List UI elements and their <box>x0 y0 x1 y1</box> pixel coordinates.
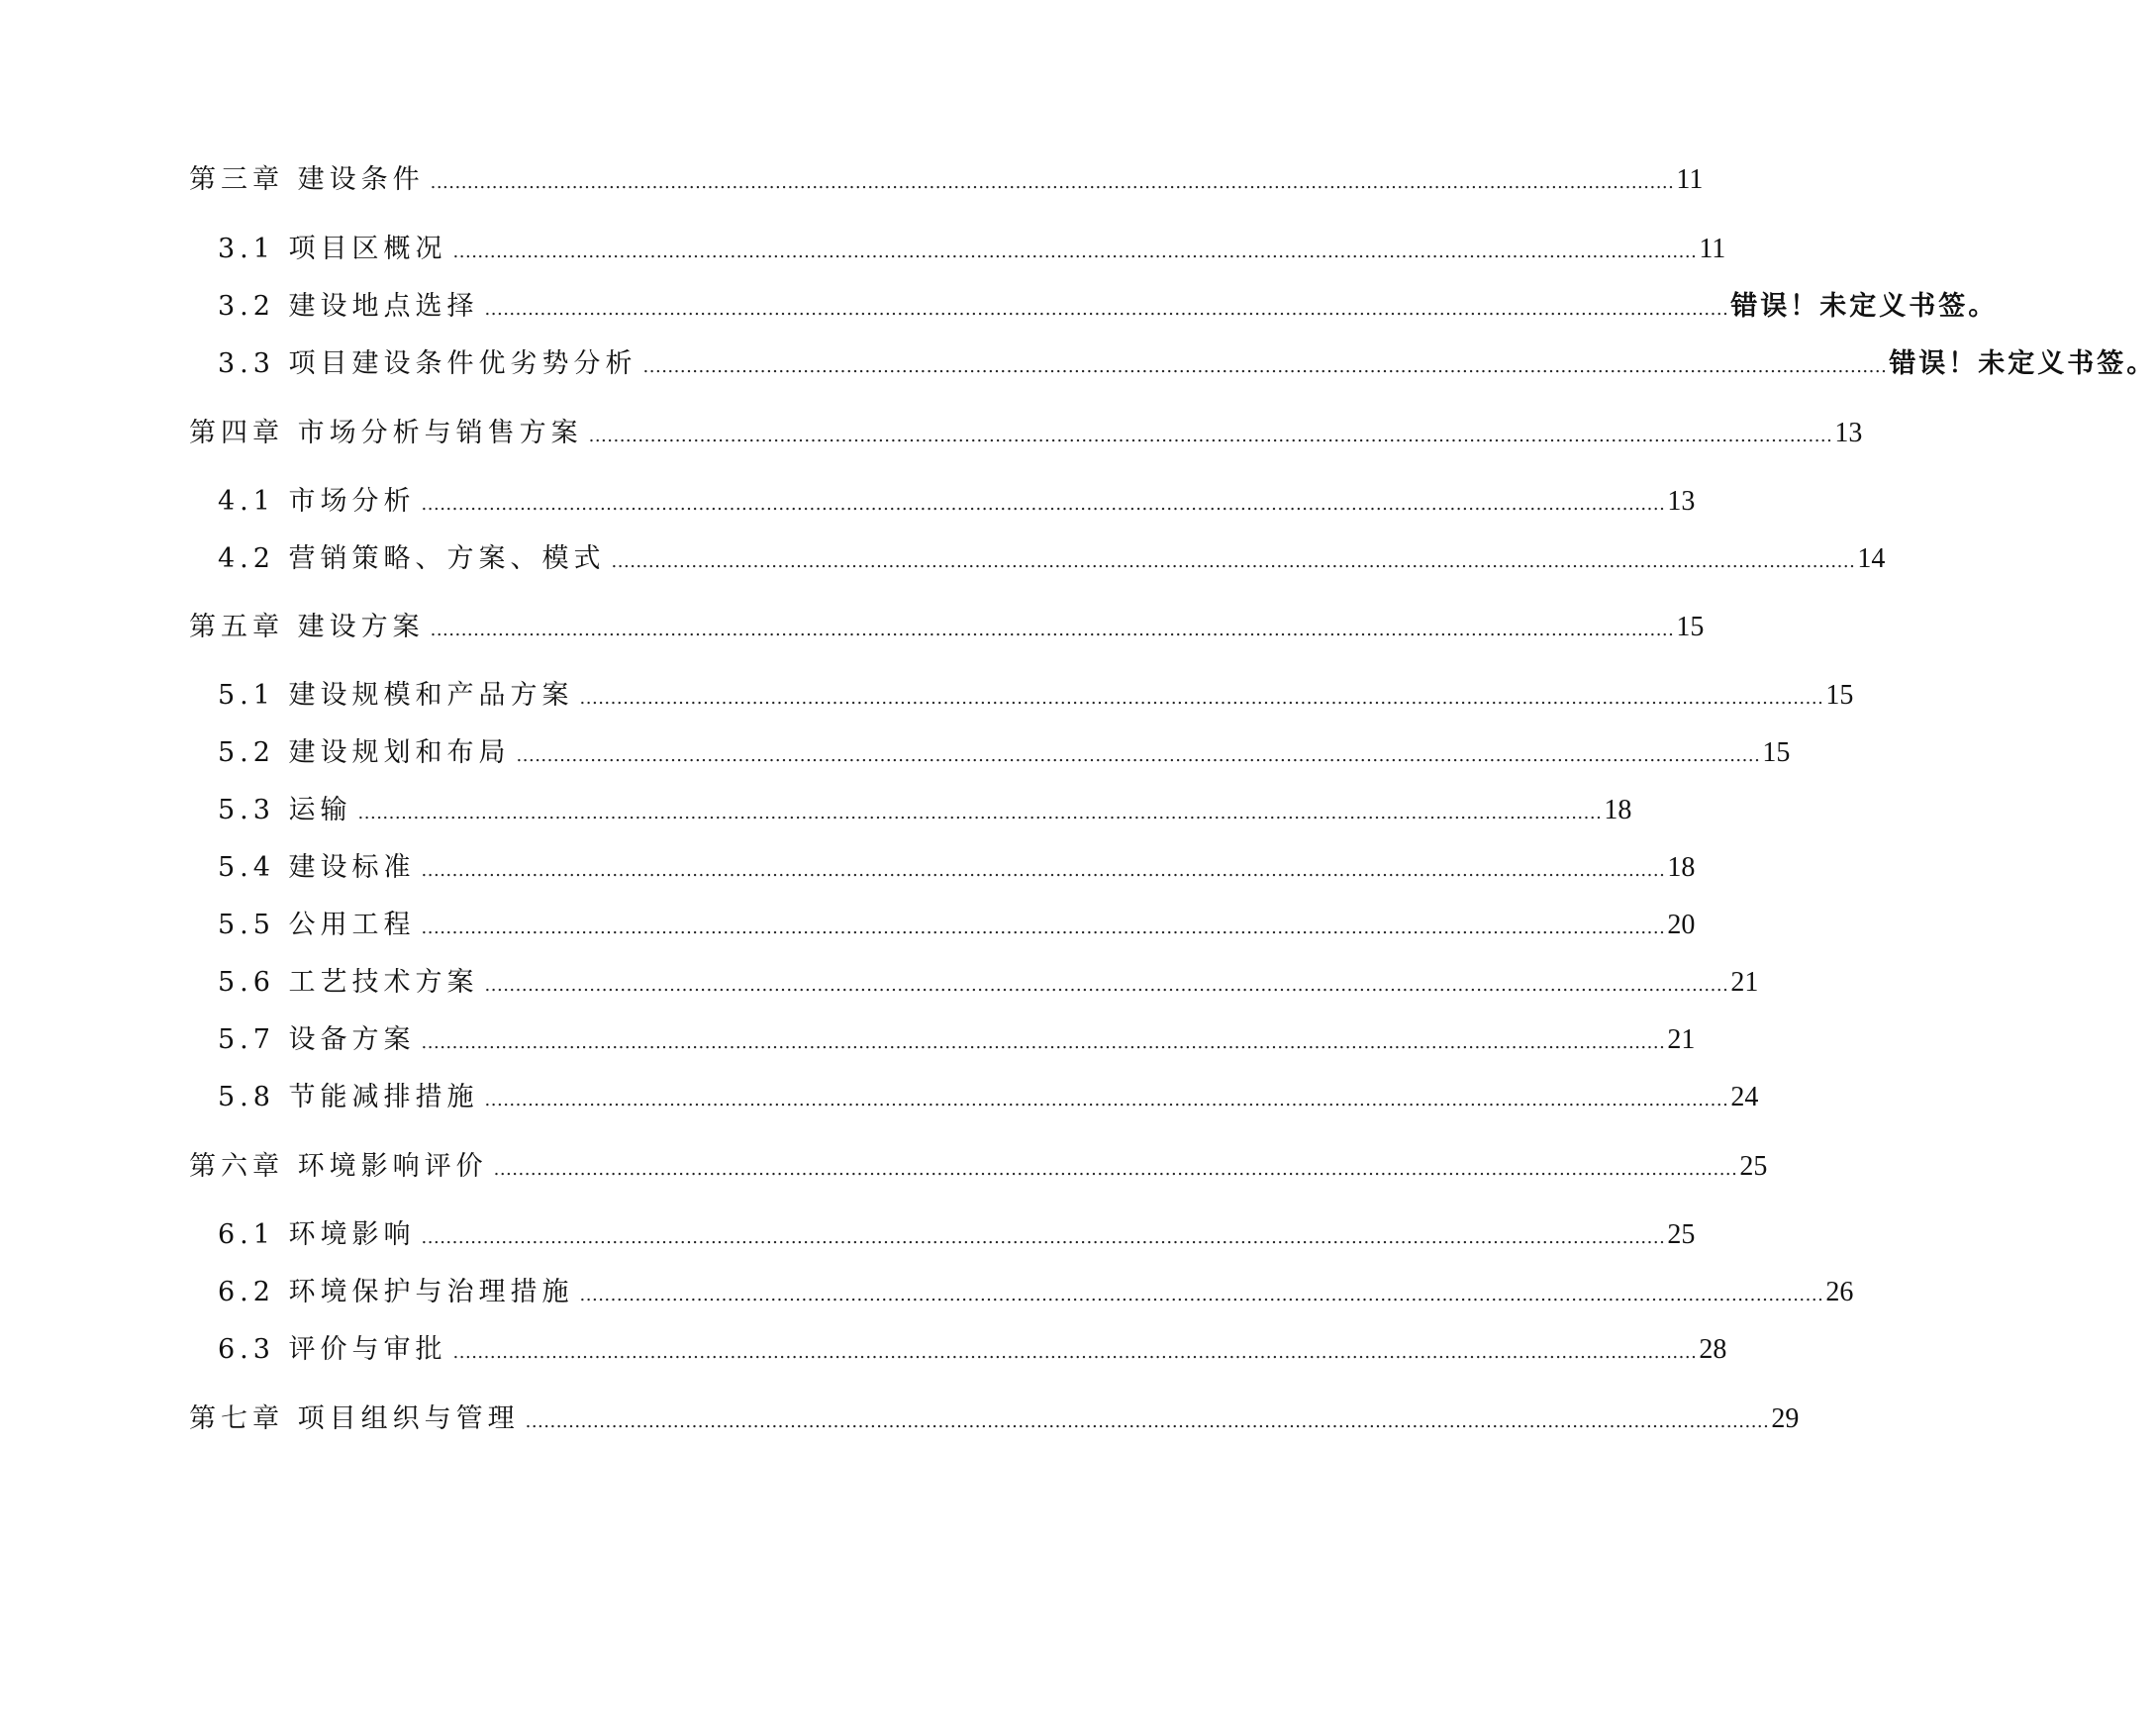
toc-dot-leader: .......................................................................................................................................................................................................... <box>611 551 1856 572</box>
toc-entry-section-5-1[interactable] <box>218 676 1854 716</box>
toc-entry-title: 5.3 运输 <box>218 795 352 825</box>
toc-page-number: 15 <box>1762 737 1791 768</box>
toc-dot-leader: .......................................................................................................................................................................................................... <box>484 299 1729 320</box>
toc-entry-section-5-8[interactable] <box>218 1078 1759 1117</box>
toc-page-number: 24 <box>1730 1082 1759 1112</box>
toc-entry-title: 5.4 建设标准 <box>218 852 416 883</box>
toc-entry-title: 第三章 建设条件 <box>189 164 425 195</box>
toc-entry-title: 第五章 建设方案 <box>189 612 425 642</box>
toc-dot-leader: .......................................................................................................................................................................................................... <box>452 241 1698 262</box>
toc-entry-title: 6.3 评价与审批 <box>218 1334 447 1365</box>
toc-entry-section-6-2[interactable] <box>218 1273 1854 1312</box>
toc-page-number: 13 <box>1834 418 1863 448</box>
toc-entry-section-3-2[interactable] <box>218 287 1999 327</box>
toc-entry-section-4-2[interactable] <box>218 539 1886 579</box>
toc-dot-leader: .......................................................................................................................................................................................................... <box>452 1342 1698 1363</box>
toc-entry-section-3-1[interactable] <box>218 230 1726 269</box>
toc-page-number: 13 <box>1667 486 1696 517</box>
toc-entry-chapter-6[interactable] <box>189 1147 1768 1187</box>
toc-page-number: 21 <box>1730 967 1759 998</box>
toc-dot-leader: .......................................................................................................................................................................................................... <box>421 1032 1666 1053</box>
toc-dot-leader: .......................................................................................................................................................................................................... <box>579 1285 1824 1305</box>
toc-entry-title: 6.2 环境保护与治理措施 <box>218 1277 574 1307</box>
toc-entry-chapter-5[interactable] <box>189 608 1705 647</box>
toc-dot-leader: .......................................................................................................................................................................................................... <box>493 1159 1738 1180</box>
toc-entry-chapter-7[interactable] <box>189 1399 1800 1439</box>
toc-page-number: 25 <box>1739 1151 1768 1182</box>
toc-entry-title: 第四章 市场分析与销售方案 <box>189 418 583 448</box>
toc-entry-title: 5.1 建设规模和产品方案 <box>218 680 574 711</box>
toc-page-number: 21 <box>1667 1024 1696 1055</box>
toc-dot-leader: .......................................................................................................................................................................................................... <box>642 356 1888 377</box>
toc-page-number: 25 <box>1667 1219 1696 1250</box>
toc-dot-leader: .......................................................................................................................................................................................................... <box>484 975 1729 996</box>
toc-entry-section-3-3[interactable] <box>218 344 2156 384</box>
toc-page-number: 20 <box>1667 910 1696 940</box>
toc-page-number: 15 <box>1825 680 1854 711</box>
toc-entry-section-6-1[interactable] <box>218 1215 1696 1255</box>
toc-page-number: 29 <box>1771 1403 1800 1434</box>
toc-page-number: 11 <box>1676 164 1704 195</box>
toc-entry-title: 第六章 环境影响评价 <box>189 1151 488 1182</box>
toc-entry-title: 3.3 项目建设条件优劣势分析 <box>218 348 637 379</box>
toc-page-number: 26 <box>1825 1277 1854 1307</box>
toc-dot-leader: .......................................................................................................................................................................................................... <box>484 1090 1729 1110</box>
toc-entry-chapter-3[interactable] <box>189 160 1704 200</box>
toc-dot-leader: .......................................................................................................................................................................................................... <box>357 803 1603 823</box>
toc-page-number: 11 <box>1699 234 1726 264</box>
toc-entry-title: 5.8 节能减排措施 <box>218 1082 479 1112</box>
toc-entry-section-5-5[interactable] <box>218 906 1696 945</box>
toc-page-number: 18 <box>1604 795 1632 825</box>
toc-entry-chapter-4[interactable] <box>189 414 1863 453</box>
toc-page-number: 18 <box>1667 852 1696 883</box>
toc-entry-title: 4.2 营销策略、方案、模式 <box>218 543 606 574</box>
toc-dot-leader: .......................................................................................................................................................................................................... <box>516 745 1761 766</box>
toc-dot-leader: .......................................................................................................................................................................................................... <box>421 494 1666 515</box>
toc-entry-section-5-7[interactable] <box>218 1020 1696 1060</box>
toc-entry-section-5-3[interactable] <box>218 791 1632 830</box>
toc-page-number: 14 <box>1857 543 1886 574</box>
toc-entry-section-6-3[interactable] <box>218 1330 1727 1370</box>
toc-page-number: 15 <box>1676 612 1705 642</box>
toc-entry-title: 4.1 市场分析 <box>218 486 416 517</box>
toc-entry-section-4-1[interactable] <box>218 482 1696 522</box>
toc-dot-leader: .......................................................................................................................................................................................................... <box>421 917 1666 938</box>
toc-dot-leader: .......................................................................................................................................................................................................... <box>421 860 1666 881</box>
toc-dot-leader: .......................................................................................................................................................................................................... <box>525 1411 1770 1432</box>
toc-entry-title: 3.1 项目区概况 <box>218 234 447 264</box>
toc-dot-leader: .......................................................................................................................................................................................................... <box>421 1227 1666 1248</box>
toc-entry-title: 5.6 工艺技术方案 <box>218 967 479 998</box>
toc-entry-section-5-6[interactable] <box>218 963 1759 1003</box>
toc-dot-leader: .......................................................................................................................................................................................................... <box>579 688 1824 709</box>
toc-bookmark-error: 错误！未定义书签。 <box>1889 348 2156 379</box>
toc-entry-title: 5.5 公用工程 <box>218 910 416 940</box>
toc-bookmark-error: 错误！未定义书签。 <box>1730 291 1999 322</box>
toc-entry-title: 5.7 设备方案 <box>218 1024 416 1055</box>
toc-entry-title: 3.2 建设地点选择 <box>218 291 479 322</box>
toc-dot-leader: .......................................................................................................................................................................................................... <box>430 620 1675 640</box>
toc-entry-section-5-4[interactable] <box>218 848 1696 888</box>
toc-entry-title: 5.2 建设规划和布局 <box>218 737 511 768</box>
toc-entry-title: 6.1 环境影响 <box>218 1219 416 1250</box>
toc-entry-section-5-2[interactable] <box>218 733 1791 773</box>
toc-entry-title: 第七章 项目组织与管理 <box>189 1403 520 1434</box>
toc-dot-leader: .......................................................................................................................................................................................................... <box>430 172 1675 193</box>
toc-page-number: 28 <box>1699 1334 1727 1365</box>
toc-dot-leader: .......................................................................................................................................................................................................... <box>588 426 1833 446</box>
